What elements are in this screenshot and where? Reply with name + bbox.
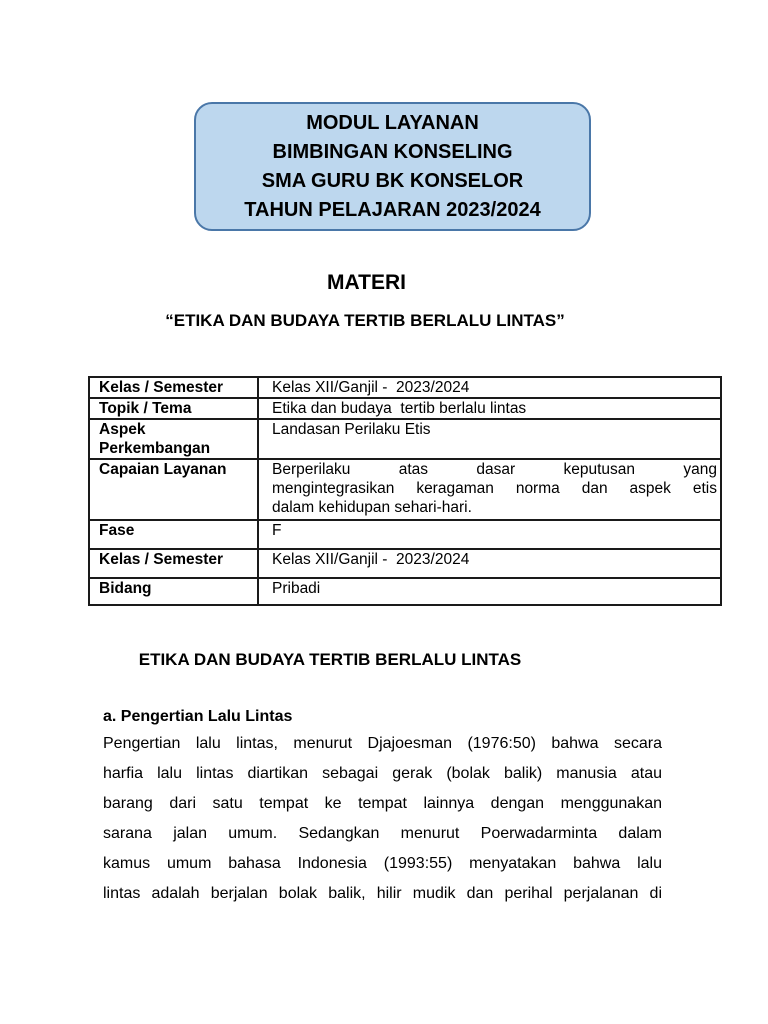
materi-heading: MATERI	[327, 271, 406, 294]
topic-quote-heading: “ETIKA DAN BUDAYA TERTIB BERLALU LINTAS”	[165, 311, 565, 330]
row-value: Kelas XII/Ganjil - 2023/2024	[258, 549, 721, 578]
row-label: Aspek Perkembangan	[89, 419, 258, 459]
row-value: Berperilaku atas dasar keputusan yang mengintegrasikan keragaman norma dan aspek etis dalam kehidupan sehari-hari.	[258, 459, 721, 520]
table-row	[89, 549, 721, 578]
table-row	[89, 520, 721, 549]
row-label: Bidang	[89, 578, 258, 605]
row-value: Etika dan budaya tertib berlalu lintas	[258, 398, 721, 419]
table-row	[89, 398, 721, 419]
info-table	[88, 376, 722, 606]
table-row	[89, 459, 721, 520]
subsection-heading: a. Pengertian Lalu Lintas	[103, 708, 293, 725]
row-label: Kelas / Semester	[89, 377, 258, 398]
table-row	[89, 419, 721, 459]
table-row	[89, 578, 721, 605]
row-label: Topik / Tema	[89, 398, 258, 419]
module-title-line-3: SMA GURU BK KONSELOR	[261, 169, 524, 192]
row-label: Kelas / Semester	[89, 549, 258, 578]
row-label: Capaian Layanan	[89, 459, 258, 520]
body-paragraph: Pengertian lalu lintas, menurut Djajoesman (1976:50) bahwa secara harfia lalu lintas diartikan sebagai gerak (bolak balik) manusia atau barang dari satu tempat ke tempat lainnya dengan menggunakan sarana jalan umum. Sedangkan menurut Poerwadarminta dalam kamus umum bahasa Indonesia (1993:55) menyatakan bahwa lalu lintas adalah berjalan bolak balik, hilir mudik dan perihal perjalanan di	[103, 735, 662, 902]
row-value: Kelas XII/Ganjil - 2023/2024	[258, 377, 721, 398]
table-row	[89, 377, 721, 398]
row-value: F	[258, 520, 721, 549]
section-heading: ETIKA DAN BUDAYA TERTIB BERLALU LINTAS	[138, 650, 522, 669]
module-title-line-1: MODUL LAYANAN	[306, 111, 479, 134]
row-value: Landasan Perilaku Etis	[258, 419, 721, 459]
module-title-line-2: BIMBINGAN KONSELING	[272, 140, 513, 163]
row-label: Fase	[89, 520, 258, 549]
module-title-line-4: TAHUN PELAJARAN 2023/2024	[244, 198, 541, 221]
row-value: Pribadi	[258, 578, 721, 605]
module-title-box	[194, 102, 591, 231]
